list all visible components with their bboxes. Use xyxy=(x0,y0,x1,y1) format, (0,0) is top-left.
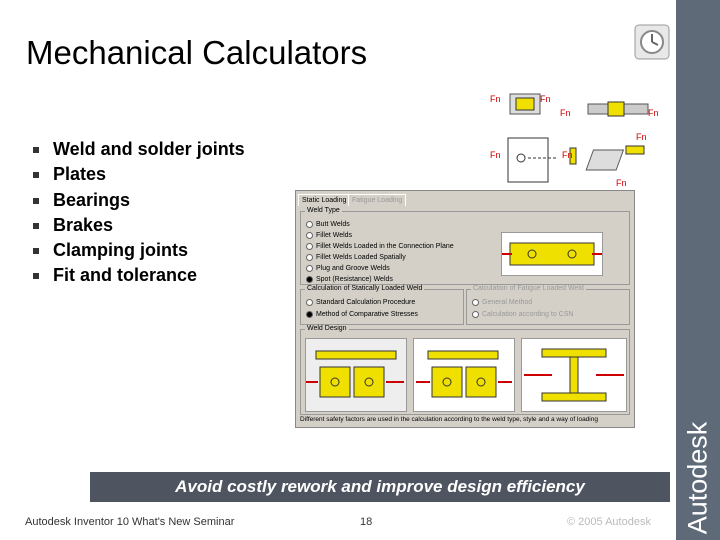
static-calc-label: Calculation of Statically Loaded Weld xyxy=(307,285,423,292)
force-label: Fn xyxy=(560,108,571,118)
slide-title: Mechanical Calculators xyxy=(26,34,368,71)
radio-spot-welds[interactable]: Spot (Resistance) Welds xyxy=(306,275,393,285)
radio-fillet-connection-plane[interactable]: Fillet Welds Loaded in the Connection Plane xyxy=(306,242,454,252)
force-label: Fn xyxy=(490,150,501,160)
radio-general-method[interactable]: General Method xyxy=(472,298,532,308)
radio-butt-welds[interactable]: Butt Welds xyxy=(306,220,350,230)
bullet-item: Bearings xyxy=(33,188,245,213)
weld-joint-diagrams xyxy=(488,88,668,192)
radio-fillet-spatially[interactable]: Fillet Welds Loaded Spatially xyxy=(306,253,406,263)
dialog-footnote: Different safety factors are used in the calculation according to the weld type, style and a way of loading xyxy=(300,416,598,423)
tab-static-loading[interactable]: Static Loading xyxy=(298,194,350,206)
force-label: Fn xyxy=(616,178,627,188)
weld-design-label: Weld Design xyxy=(307,325,347,332)
weld-calculator-dialog xyxy=(295,190,635,428)
bullet-item: Plates xyxy=(33,162,245,187)
fatigue-calc-label: Calculation of Fatigue Loaded Weld xyxy=(473,285,584,292)
weld-type-preview xyxy=(501,232,603,276)
footer-copyright: © 2005 Autodesk xyxy=(567,516,651,528)
weld-design-option-1[interactable] xyxy=(305,338,407,412)
force-label: Fn xyxy=(648,108,659,118)
tagline-banner: Avoid costly rework and improve design efficiency xyxy=(90,472,670,502)
footer-page-number: 18 xyxy=(360,516,373,528)
radio-comparative-stresses[interactable]: Method of Comparative Stresses xyxy=(306,310,418,320)
tab-fatigue-loading[interactable]: Fatigue Loading xyxy=(348,194,406,206)
bullet-square-icon xyxy=(33,273,39,279)
fatigue-calc-group xyxy=(466,285,630,325)
bullet-square-icon xyxy=(33,223,39,229)
weld-design-group xyxy=(300,325,630,415)
footer-seminar: Autodesk Inventor 10 What's New Seminar xyxy=(25,516,235,528)
bullet-square-icon xyxy=(33,172,39,178)
weld-type-group xyxy=(300,207,630,285)
bullet-item: Weld and solder joints xyxy=(33,137,245,162)
bullet-item: Brakes xyxy=(33,213,245,238)
weld-design-option-2[interactable] xyxy=(413,338,515,412)
radio-csn-method[interactable]: Calculation according to CSN xyxy=(472,310,573,320)
radio-fillet-welds[interactable]: Fillet Welds xyxy=(306,231,352,241)
bullet-square-icon xyxy=(33,248,39,254)
weld-type-label: Weld Type xyxy=(307,207,340,214)
radio-standard-procedure[interactable]: Standard Calculation Procedure xyxy=(306,298,415,308)
calculator-logo-icon xyxy=(634,24,670,60)
force-label: Fn xyxy=(490,94,501,104)
force-label: Fn xyxy=(636,132,647,142)
radio-plug-groove[interactable]: Plug and Groove Welds xyxy=(306,264,390,274)
bullet-square-icon xyxy=(33,198,39,204)
force-label: Fn xyxy=(540,94,551,104)
bullet-square-icon xyxy=(33,147,39,153)
bullet-item: Fit and tolerance xyxy=(33,263,245,288)
weld-design-option-3[interactable] xyxy=(521,338,627,412)
bullet-item: Clamping joints xyxy=(33,238,245,263)
bullet-list xyxy=(33,137,245,289)
force-label: Fn xyxy=(562,150,573,160)
autodesk-logo: Autodesk xyxy=(682,421,713,535)
static-calc-group xyxy=(300,285,464,325)
